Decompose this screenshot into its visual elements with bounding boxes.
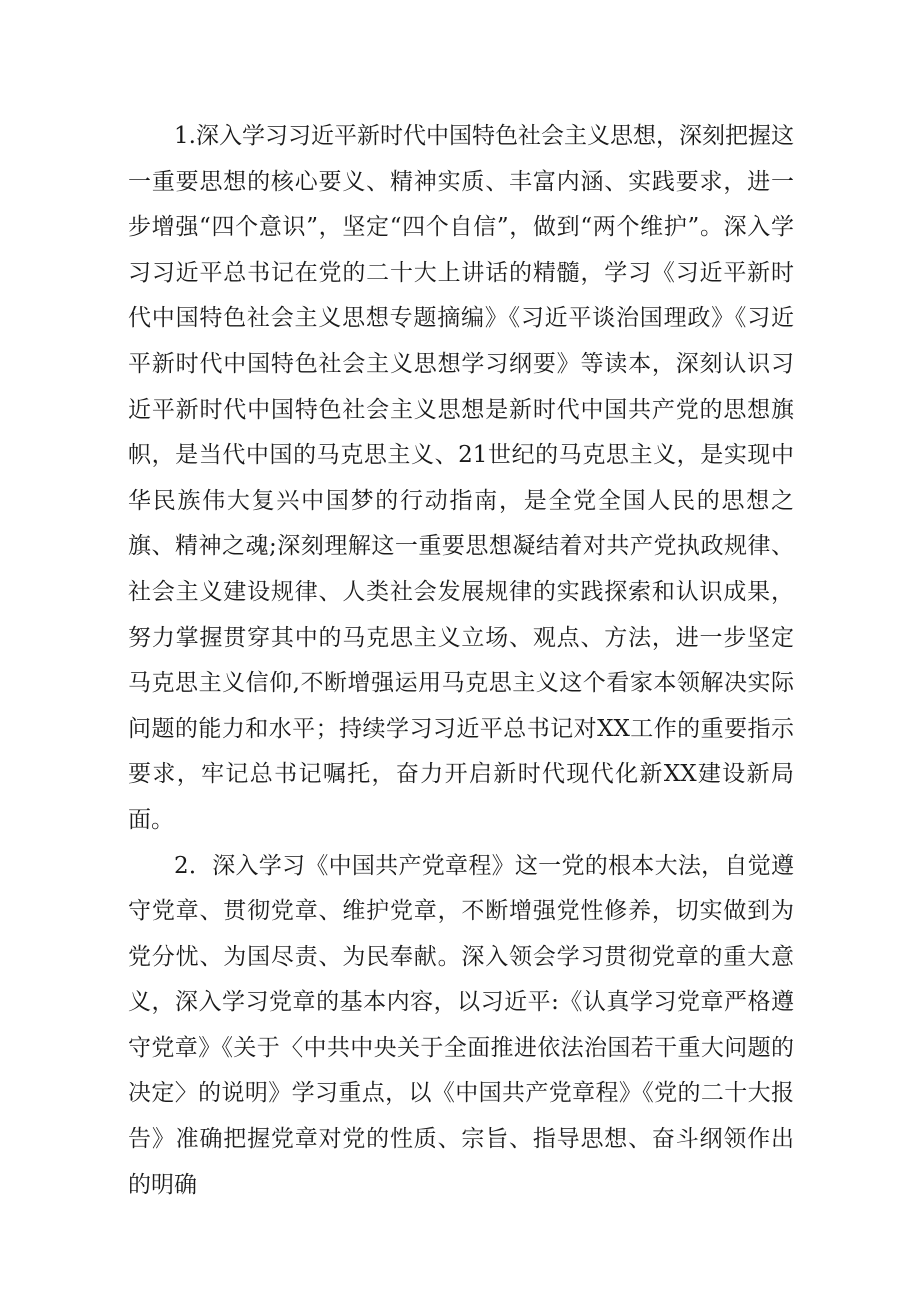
paragraph-2: 2．深入学习《中国共产党章程》这一党的根本大法，自觉遵守党章、贯彻党章、维护党章，不断增强党性修养，切实做到为党分忧、为国尽责、为民奉献。深入领会学习贯彻党章的重大意义，深入学习党章的基本内容，以习近平:《认真学习党章严格遵守党章》《关于〈中共中央关于全面推进依法治国若干重大问题的决定〉的说明》学习重点，以《中国共产党章程》《党的二十大报告》准确把握党章对党的性质、宗旨、指导思想、奋斗纲领作出的明确 xyxy=(128,852,794,1198)
document-body xyxy=(128,114,794,1208)
paragraph-1: 1.深入学习习近平新时代中国特色社会主义思想，深刻把握这一重要思想的核心要义、精神实质、丰富内涵、实践要求，进一步增强“四个意识”，坚定“四个自信”，做到“两个维护”。深入学习习近平总书记在党的二十大上讲话的精髓，学习《习近平新时代中国特色社会主义思想专题摘编》《习近平谈治国理政》《习近平新时代中国特色社会主义思想学习纲要》等读本，深刻认识习近平新时代中国特色社会主义思想是新时代中国共产党的思想旗帜，是当代中国的马克思主义、21世纪的马克思主义，是实现中华民族伟大复兴中国梦的行动指南，是全党全国人民的思想之旗、精神之魂;深刻理解这一重要思想凝结着对共产党执政规律、社会主义建设规律、人类社会发展规律的实践探索和认识成果，努力掌握贯穿其中的马克思主义立场、观点、方法，进一步坚定马克思主义信仰,不断增强运用马克思主义这个看家本领解决实际问题的能力和水平；持续学习习近平总书记对XX工作的重要指示要求，牢记总书记嘱托，奋力开启新时代现代化新XX建设新局面。 xyxy=(128,123,794,833)
